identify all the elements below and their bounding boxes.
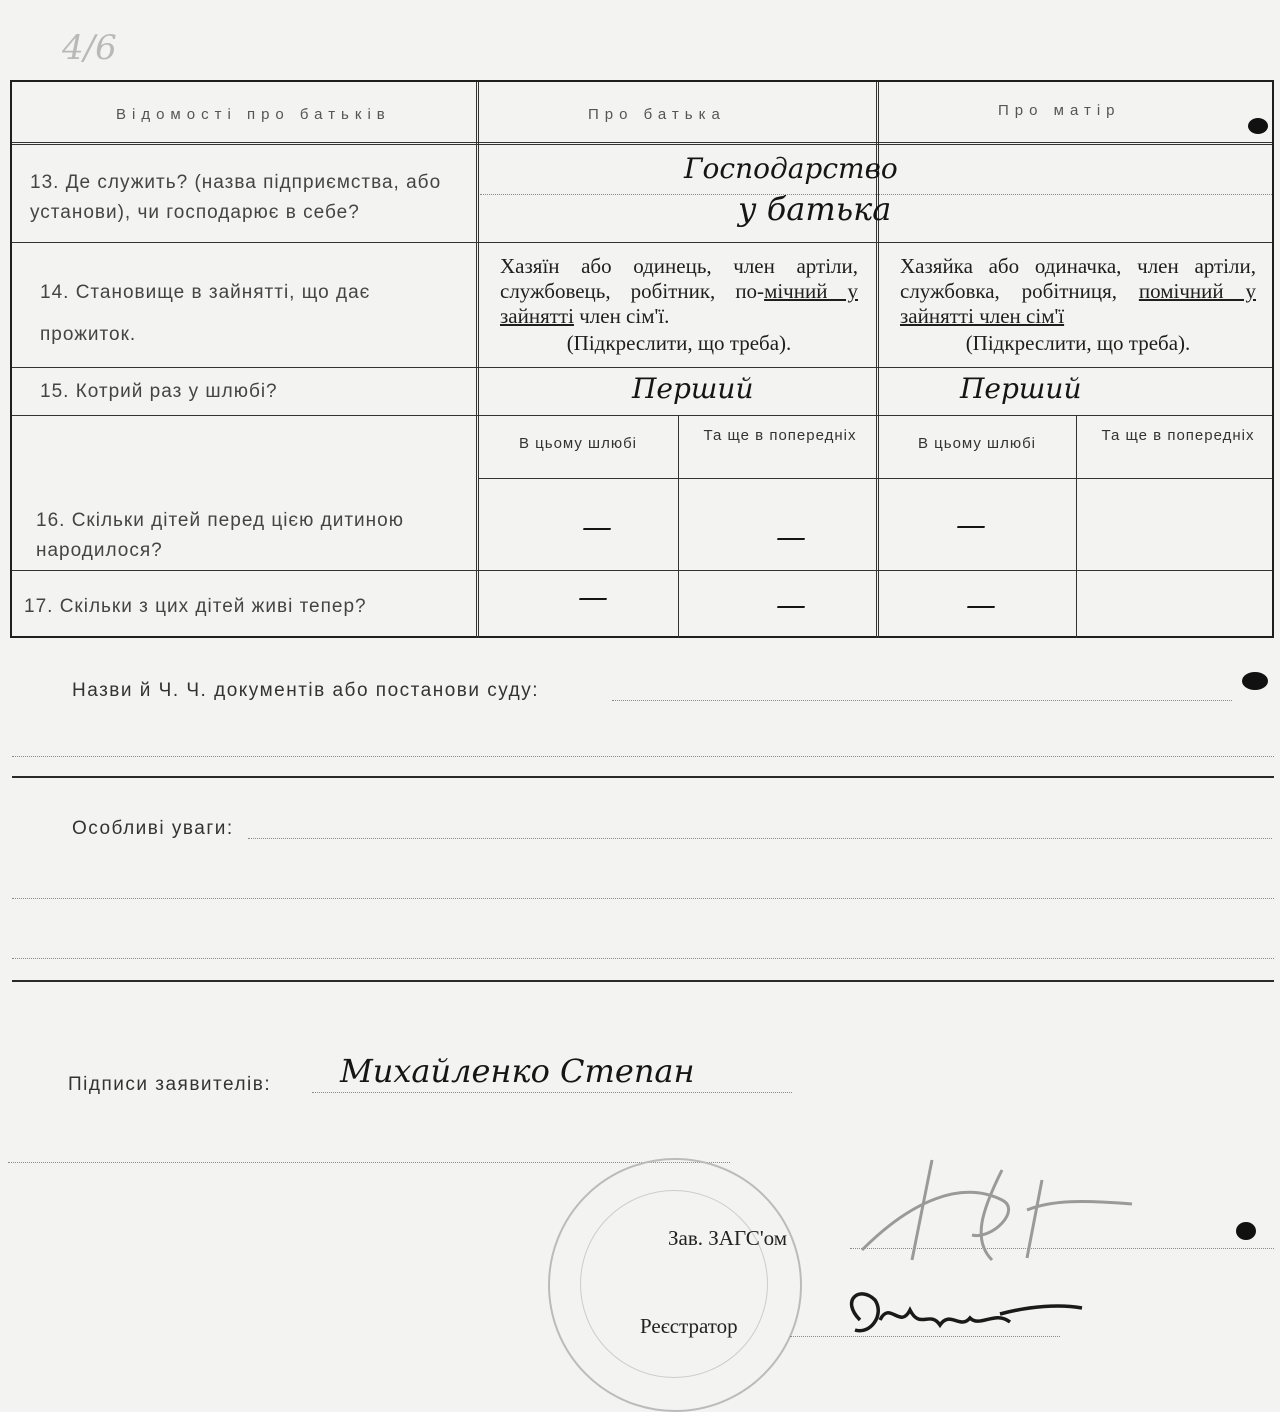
mother-employment-options — [900, 254, 1256, 329]
header-about-father: Про батька — [588, 106, 726, 123]
subheader-father-previous: Та ще в попередніх — [703, 427, 857, 444]
q15-mother-value: Перший — [960, 372, 1082, 405]
mother-options-note: (Підкреслити, що треба). — [965, 331, 1191, 355]
section-divider — [12, 980, 1274, 982]
row-separator — [12, 415, 1272, 416]
question-17: 17. Скільки з цих дітей живі тепер? — [24, 596, 367, 617]
registry-head-signature — [852, 1140, 1142, 1270]
q13-handwritten-line2: у батька — [738, 190, 892, 228]
q16-father-prev: — — [776, 520, 806, 555]
ink-blot — [1248, 118, 1268, 134]
column-separator — [476, 82, 479, 638]
q13-handwritten-line1: Господарство — [684, 152, 898, 185]
row-separator — [12, 570, 1272, 571]
registrar-label: Реєстратор — [640, 1314, 738, 1338]
question-14: 14. Становище в зайнятті, що дає прожиток. — [40, 282, 371, 345]
question-16: 16. Скільки дітей перед цією дитиною народилося? — [36, 510, 404, 561]
ink-blot — [1236, 1222, 1256, 1240]
signatures-label: Підписи заявителів: — [68, 1074, 272, 1095]
father-options-note: (Підкреслити, що треба). — [566, 331, 792, 355]
documents-label: Назви й Ч. Ч. документів або постанови суду: — [72, 680, 539, 701]
header-about-mother: Про матір — [998, 102, 1121, 119]
archive-number: 4/6 — [62, 28, 117, 68]
header-parents-info: Відомості про батьків — [116, 106, 391, 123]
registrar-signature — [830, 1280, 1090, 1350]
documents-field-line-2 — [12, 756, 1274, 757]
applicant-signature: Михайленко Степан — [340, 1052, 695, 1090]
subheader-separator — [478, 478, 1272, 479]
question-15: 15. Котрий раз у шлюбі? — [40, 381, 278, 402]
father-options-text-end: член сім'ї. — [573, 304, 670, 328]
mother-options-underlined: помічний у зайнятті член сім'ї — [900, 279, 1256, 328]
row-separator — [12, 242, 1272, 243]
subheader-mother-previous: Та ще в попередніх — [1101, 427, 1255, 444]
official-stamp-inner-ring — [580, 1190, 768, 1378]
q17-father-this: — — [578, 580, 608, 615]
ink-blot — [1242, 672, 1268, 690]
q17-mother-this: — — [966, 588, 996, 623]
q16-father-this: — — [582, 510, 612, 545]
subheader-mother-this-marriage: В цьому шлюбі — [917, 435, 1037, 452]
remarks-field-line-2 — [12, 898, 1274, 899]
row-separator — [12, 367, 1272, 368]
sub-column-separator — [1076, 415, 1077, 638]
remarks-field-line-3 — [12, 958, 1274, 959]
header-separator — [12, 142, 1272, 145]
mother-options-text: Хазяйка або одиначка, член артіли, службовка, робітниця, — [900, 254, 1256, 303]
section-divider — [12, 776, 1274, 778]
father-options-underlined: мічний у зайнятті — [500, 279, 858, 328]
remarks-field-line — [248, 838, 1272, 839]
q16-mother-this: — — [956, 508, 986, 543]
father-options-text: Хазяїн або одинець, член артіли, службовець, робітник, по- — [500, 254, 858, 303]
signatures-field-line-2 — [8, 1162, 730, 1163]
q15-father-value: Перший — [632, 372, 754, 405]
q17-father-prev: — — [776, 588, 806, 623]
question-13: 13. Де служить? (назва підприємства, або установи), чи господарює в себе? — [30, 172, 442, 223]
sub-column-separator — [678, 415, 679, 638]
father-employment-options — [500, 254, 858, 329]
subheader-father-this-marriage: В цьому шлюбі — [518, 435, 638, 452]
parents-info-table — [10, 80, 1274, 638]
documents-field-line — [612, 700, 1232, 701]
signatures-field-line — [312, 1092, 792, 1093]
registry-head-label: Зав. ЗАГС'ом — [668, 1226, 787, 1250]
remarks-label: Особливі уваги: — [72, 818, 234, 839]
